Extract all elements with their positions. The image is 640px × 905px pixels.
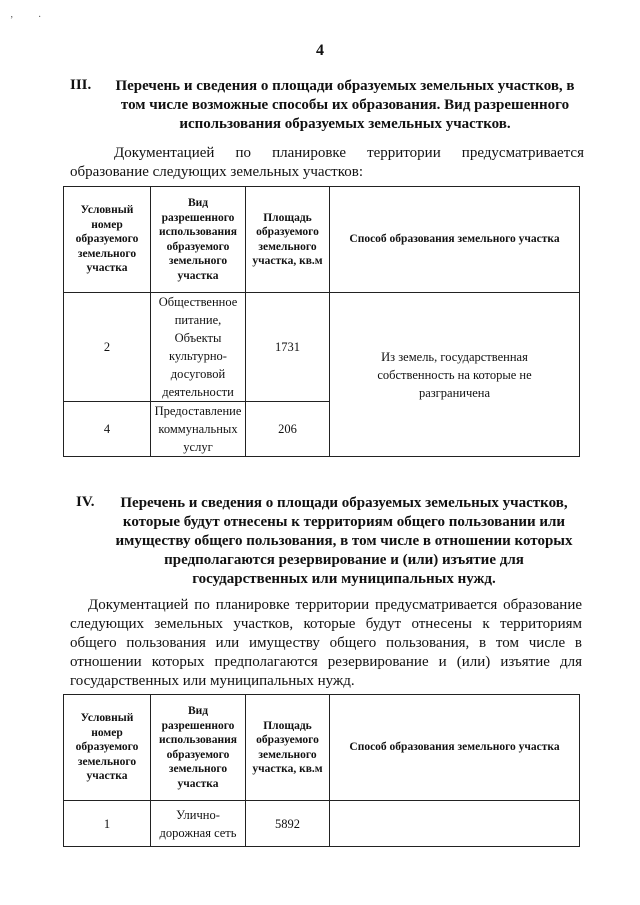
table-header-row — [64, 695, 580, 801]
col-header-number: Условный номер образуемого земельного участка — [64, 695, 151, 801]
paragraph-line: Документацией по планировке территории предусматривается образование — [88, 597, 582, 613]
section-4-title-line: Перечень и сведения о площади образуемых земельных участков, — [120, 495, 568, 511]
section-4-title-line: государственных или муниципальных нужд. — [192, 571, 496, 587]
cell-use: Предоставление коммунальных услуг — [151, 402, 246, 457]
section-4-title-line: предполагаются резервирование и (или) изъятие для — [164, 552, 524, 568]
section-4-paragraph — [70, 596, 582, 691]
cell-method — [330, 801, 580, 847]
section-3-title-line: использования образуемых земельных участков. — [179, 116, 511, 132]
section-4-table — [63, 694, 580, 847]
col-header-use: Вид разрешенного использования образуемого земельного участка — [151, 695, 246, 801]
col-header-use: Вид разрешенного использования образуемого земельного участка — [151, 187, 246, 293]
section-4-number: IV. — [76, 494, 95, 510]
section-3-paragraph — [70, 144, 584, 182]
cell-method: Из земель, государственная собственность на которые не разграничена — [330, 293, 580, 457]
section-3-table — [63, 186, 580, 457]
cell-number: 2 — [64, 293, 151, 402]
section-4-title — [104, 494, 584, 589]
paragraph-line: общего пользования или имуществу общего пользования, в том числе в — [70, 635, 582, 651]
table-header-row — [64, 187, 580, 293]
col-header-method: Способ образования земельного участка — [330, 187, 580, 293]
section-4-title-line: которые будут отнесены к территориям общего пользовании или — [122, 514, 566, 530]
section-3-title-line: Перечень и сведения о площади образуемых земельных участков, в — [115, 78, 575, 94]
section-3-number: III. — [70, 77, 92, 93]
col-header-area: Площадь образуемого земельного участка, кв.м — [246, 695, 330, 801]
cell-number: 1 — [64, 801, 151, 847]
paragraph-line: следующих земельных участков, которые будут отнесены к территориям — [70, 616, 582, 632]
cell-area: 5892 — [246, 801, 330, 847]
col-header-method: Способ образования земельного участка — [330, 695, 580, 801]
page-number: 4 — [316, 42, 324, 59]
paragraph-line: образование следующих земельных участков: — [70, 164, 364, 180]
cell-area: 206 — [246, 402, 330, 457]
cell-use: Улично-дорожная сеть — [151, 801, 246, 847]
scan-speck: · — [38, 12, 42, 23]
cell-number: 4 — [64, 402, 151, 457]
table-row — [64, 801, 580, 847]
paragraph-line: отношении которых предполагаются резервирование и (или) изъятие для — [70, 654, 582, 670]
section-3-title-line: том числе возможные способы их образования. Вид разрешенного — [120, 97, 570, 113]
section-3-title — [100, 77, 590, 134]
col-header-number: Условный номер образуемого земельного участка — [64, 187, 151, 293]
section-4-title-line: имуществу общего пользования, в том числе в отношении которых — [115, 533, 573, 549]
cell-use: Общественное питание, Объекты культурно-досуговой деятельности — [151, 293, 246, 402]
paragraph-line: государственных или муниципальных нужд. — [70, 673, 355, 689]
col-header-area: Площадь образуемого земельного участка, кв.м — [246, 187, 330, 293]
paragraph-line: Документацией по планировке территории предусматривается — [114, 145, 584, 161]
cell-area: 1731 — [246, 293, 330, 402]
table-row — [64, 293, 580, 402]
scan-speck: ʼ — [10, 15, 14, 26]
